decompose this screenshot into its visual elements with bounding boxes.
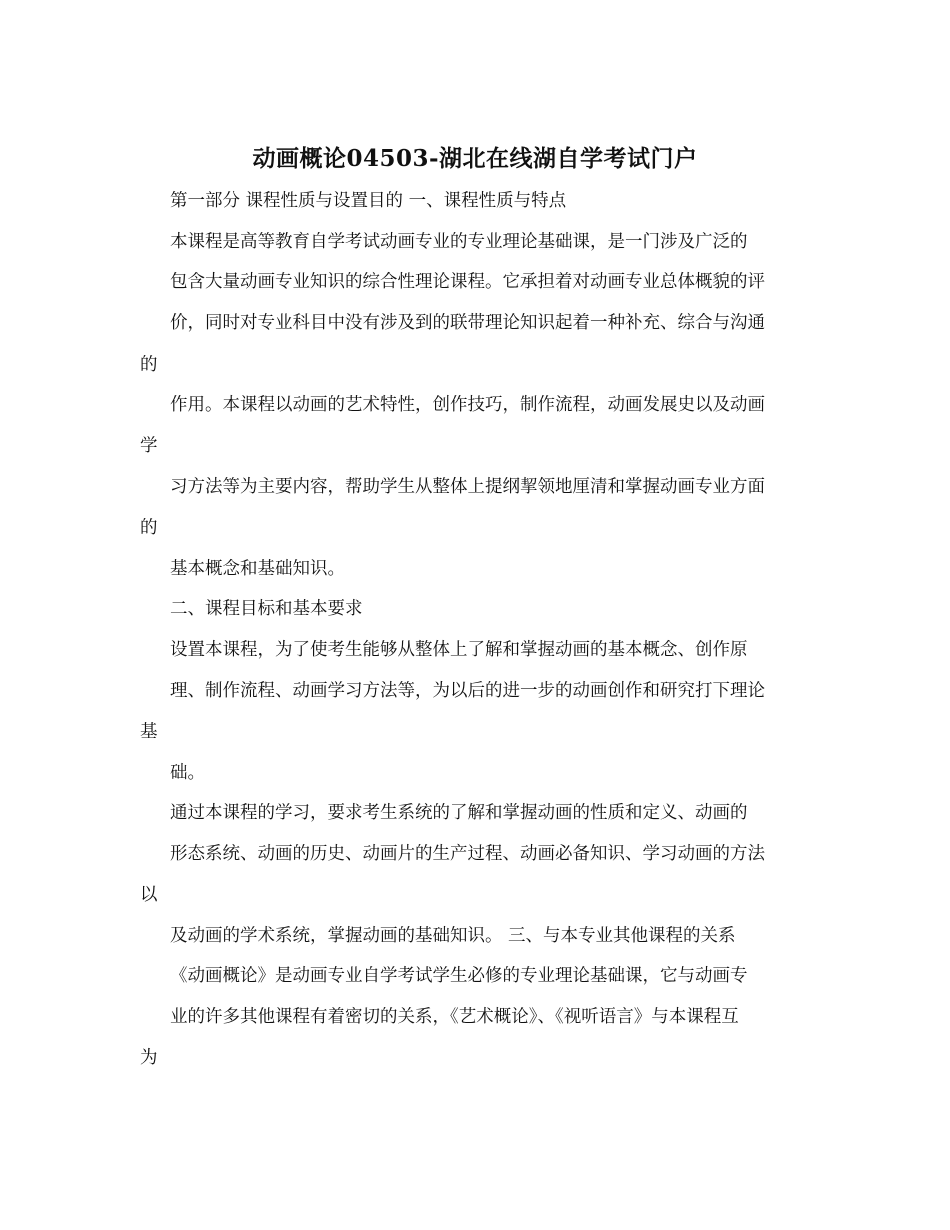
text-line: 以 [140, 885, 158, 905]
text-line: 业的许多其他课程有着密切的关系，《艺术概论》、《视听语言》与本课程互 [170, 1007, 739, 1027]
text-line: 习方法等为主要内容，帮助学生从整体上提纲挈领地厘清和掌握动画专业方面 [170, 477, 765, 497]
text-line: 《动画概论》是动画专业自学考试学生必修的专业理论基础课，它与动画专 [170, 966, 748, 986]
text-line: 基 [140, 722, 158, 742]
text-line: 为 [140, 1048, 158, 1068]
text-line: 价，同时对专业科目中没有涉及到的联带理论知识起着一种补充、综合与沟通 [170, 313, 765, 333]
text-line: 设置本课程，为了使考生能够从整体上了解和掌握动画的基本概念、创作原 [170, 640, 748, 660]
text-line: 形态系统、动画的历史、动画片的生产过程、动画必备知识、学习动画的方法 [170, 844, 765, 864]
text-line: 及动画的学术系统，掌握动画的基础知识。 三、与本专业其他课程的关系 [170, 926, 736, 946]
text-line: 作用。本课程以动画的艺术特性，创作技巧，制作流程，动画发展史以及动画 [170, 395, 765, 415]
section-heading: 二、课程目标和基本要求 [170, 599, 363, 619]
text-line: 础。 [170, 763, 205, 783]
text-line: 的 [140, 518, 158, 538]
text-line: 基本概念和基础知识。 [170, 559, 345, 579]
text-line: 第一部分 课程性质与设置目的 一、课程性质与特点 [170, 191, 567, 211]
text-line: 包含大量动画专业知识的综合性理论课程。它承担着对动画专业总体概貌的评 [170, 272, 765, 292]
text-line: 理、制作流程、动画学习方法等，为以后的进一步的动画创作和研究打下理论 [170, 681, 765, 701]
text-line: 本课程是高等教育自学考试动画专业的专业理论基础课，是一门涉及广泛的 [170, 232, 748, 252]
text-line: 通过本课程的学习，要求考生系统的了解和掌握动画的性质和定义、动画的 [170, 803, 748, 823]
document-title: 动画概论04503-湖北在线湖自学考试门户 [252, 145, 698, 172]
text-line: 的 [140, 355, 158, 375]
text-line: 学 [140, 436, 158, 456]
